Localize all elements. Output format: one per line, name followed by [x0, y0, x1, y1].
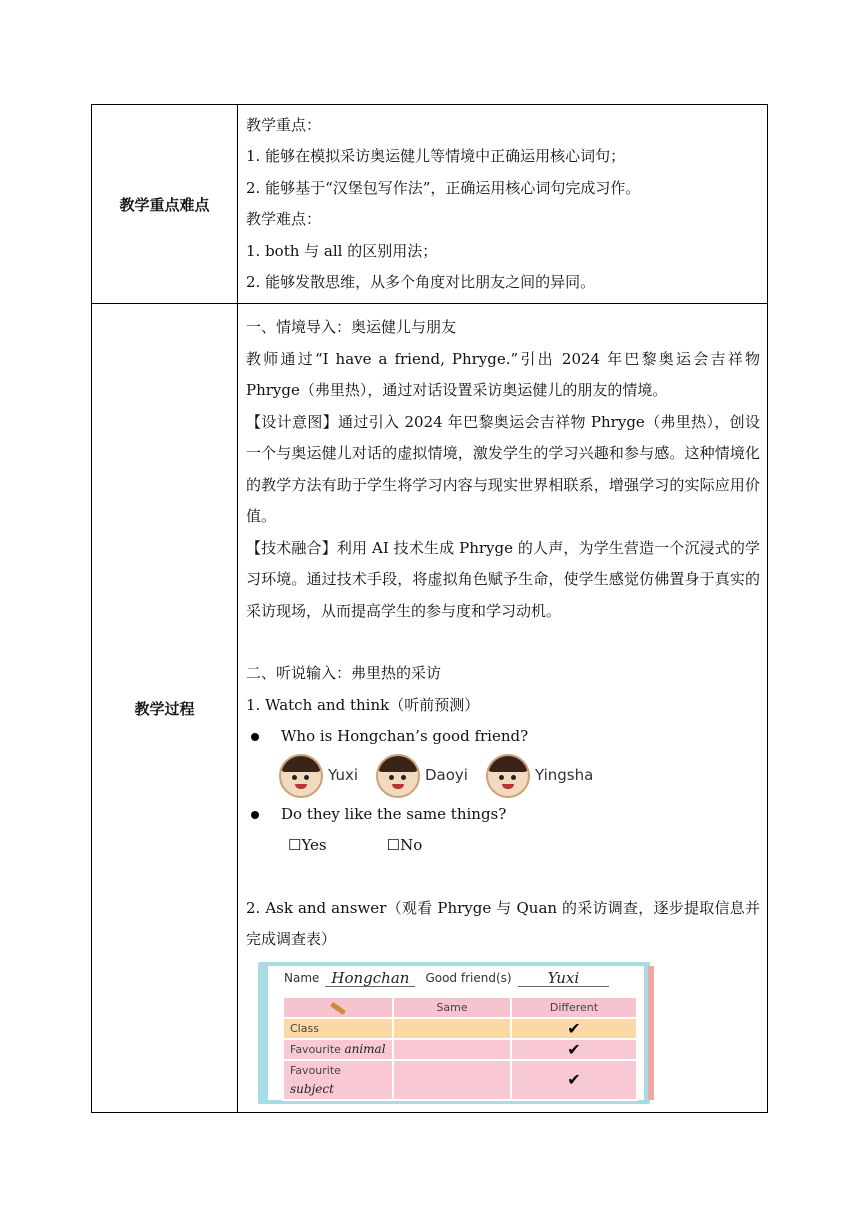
- survey-row-handwritten: animal: [344, 1041, 386, 1056]
- bullet-icon: [251, 811, 259, 819]
- avatar-name-yuxi: Yuxi: [328, 766, 358, 784]
- bullet-icon: [251, 733, 259, 741]
- checkbox-no[interactable]: ☐No: [386, 836, 423, 855]
- check-icon: ✔: [511, 1039, 637, 1060]
- question-2-text: Do they like the same things?: [281, 804, 507, 823]
- key-points-heading: 教学重点：: [246, 115, 322, 134]
- key-points-content: [238, 105, 768, 304]
- survey-name-value: Hongchan: [325, 970, 415, 987]
- section1-design-intent: 【设计意图】通过引入 2024 年巴黎奥运会吉祥物 Phryge（弗里热），创设一个与奥运健儿对话的虚拟情境，激发学生的学习兴趣和参与感。这种情境化的教学方法有助于学生将学习内容与现实世界相联系，增强学习的实际应用价值。: [246, 412, 760, 526]
- section1-paragraph-1: 教师通过“I have a friend, Phryge.”引出 2024 年巴黎奥运会吉祥物 Phryge（弗里热），通过对话设置采访奥运健儿的朋友的情境。: [246, 349, 760, 400]
- table-row: [283, 1060, 637, 1100]
- avatar-name-daoyi: Daoyi: [425, 766, 468, 784]
- survey-col-different: Different: [511, 997, 637, 1018]
- table-row: [283, 1018, 637, 1039]
- survey-name-label: Name: [284, 971, 320, 985]
- key-point-2: 2. 能够基于“汉堡包写作法”，正确运用核心词句完成习作。: [246, 178, 641, 197]
- avatar-name-yingsha: Yingsha: [534, 766, 594, 784]
- survey-corner: [283, 997, 393, 1018]
- avatar: [376, 754, 420, 798]
- answer-options: [288, 830, 760, 862]
- spacer: [246, 627, 760, 658]
- avatar-options: [279, 753, 760, 799]
- survey-card-edge: [648, 966, 654, 1100]
- survey-cell-same: [393, 1060, 511, 1100]
- survey-card-inner: [268, 966, 644, 1100]
- check-icon: ✔: [511, 1018, 637, 1039]
- avatar-option-daoyi: [376, 754, 468, 798]
- survey-card: [258, 962, 650, 1104]
- difficulty-1: 1. both 与 all 的区别用法；: [246, 241, 438, 260]
- lesson-plan-table: [91, 104, 768, 1113]
- spacer: [246, 862, 760, 893]
- row-label-key-points: 教学重点难点: [92, 105, 238, 304]
- process-row: [92, 304, 768, 1113]
- avatar: [279, 754, 323, 798]
- survey-header: [268, 966, 644, 992]
- section2-title: 二、听说输入：弗里热的采访: [246, 664, 442, 683]
- survey-row-prefix: Favourite: [290, 1063, 341, 1077]
- survey-table: [282, 996, 638, 1101]
- table-row: [283, 1039, 637, 1060]
- section1-title: 一、情境导入：奥运健儿与朋友: [246, 318, 457, 337]
- process-content: [238, 304, 768, 1113]
- survey-row-prefix: Favourite: [290, 1042, 341, 1056]
- survey-row-label: [283, 1018, 393, 1039]
- checkbox-yes[interactable]: ☐Yes: [288, 836, 327, 855]
- survey-friend-label: Good friend(s): [425, 971, 512, 985]
- survey-row-label: [283, 1060, 393, 1100]
- pencil-icon: [330, 1002, 346, 1015]
- survey-friend-value: Yuxi: [518, 970, 610, 987]
- avatar-option-yingsha: [486, 754, 593, 798]
- key-point-1: 1. 能够在模拟采访奥运健儿等情境中正确运用核心词句；: [246, 147, 626, 165]
- survey-row-prefix: Class: [290, 1021, 319, 1035]
- survey-cell-same: [393, 1018, 511, 1039]
- survey-col-same: Same: [393, 997, 511, 1018]
- difficulty-2: 2. 能够发散思维，从多个角度对比朋友之间的异同。: [246, 273, 596, 291]
- question-2: [246, 799, 760, 831]
- step1-title: 1. Watch and think（听前预测）: [246, 695, 480, 714]
- check-icon: ✔: [511, 1060, 637, 1100]
- survey-cell-same: [393, 1039, 511, 1060]
- question-1: [246, 721, 760, 753]
- key-points-row: [92, 105, 768, 304]
- section1-tech-integration: 【技术融合】利用 AI 技术生成 Phryge 的人声，为学生营造一个沉浸式的学习环境。通过技术手段，将虚拟角色赋予生命，使学生感觉仿佛置身于真实的采访现场，从而提高学生的参与度和学习动机。: [246, 538, 760, 620]
- question-1-text: Who is Hongchan’s good friend?: [281, 727, 529, 746]
- difficulties-heading: 教学难点：: [246, 210, 322, 228]
- survey-table-header: [283, 997, 637, 1018]
- survey-row-handwritten: subject: [290, 1081, 334, 1096]
- avatar-option-yuxi: [279, 754, 358, 798]
- survey-row-label: [283, 1039, 393, 1060]
- row-label-process: 教学过程: [92, 304, 238, 1113]
- step2-title: 2. Ask and answer（观看 Phryge 与 Quan 的采访调查，逐步提取信息并完成调查表）: [246, 898, 760, 949]
- avatar: [486, 754, 530, 798]
